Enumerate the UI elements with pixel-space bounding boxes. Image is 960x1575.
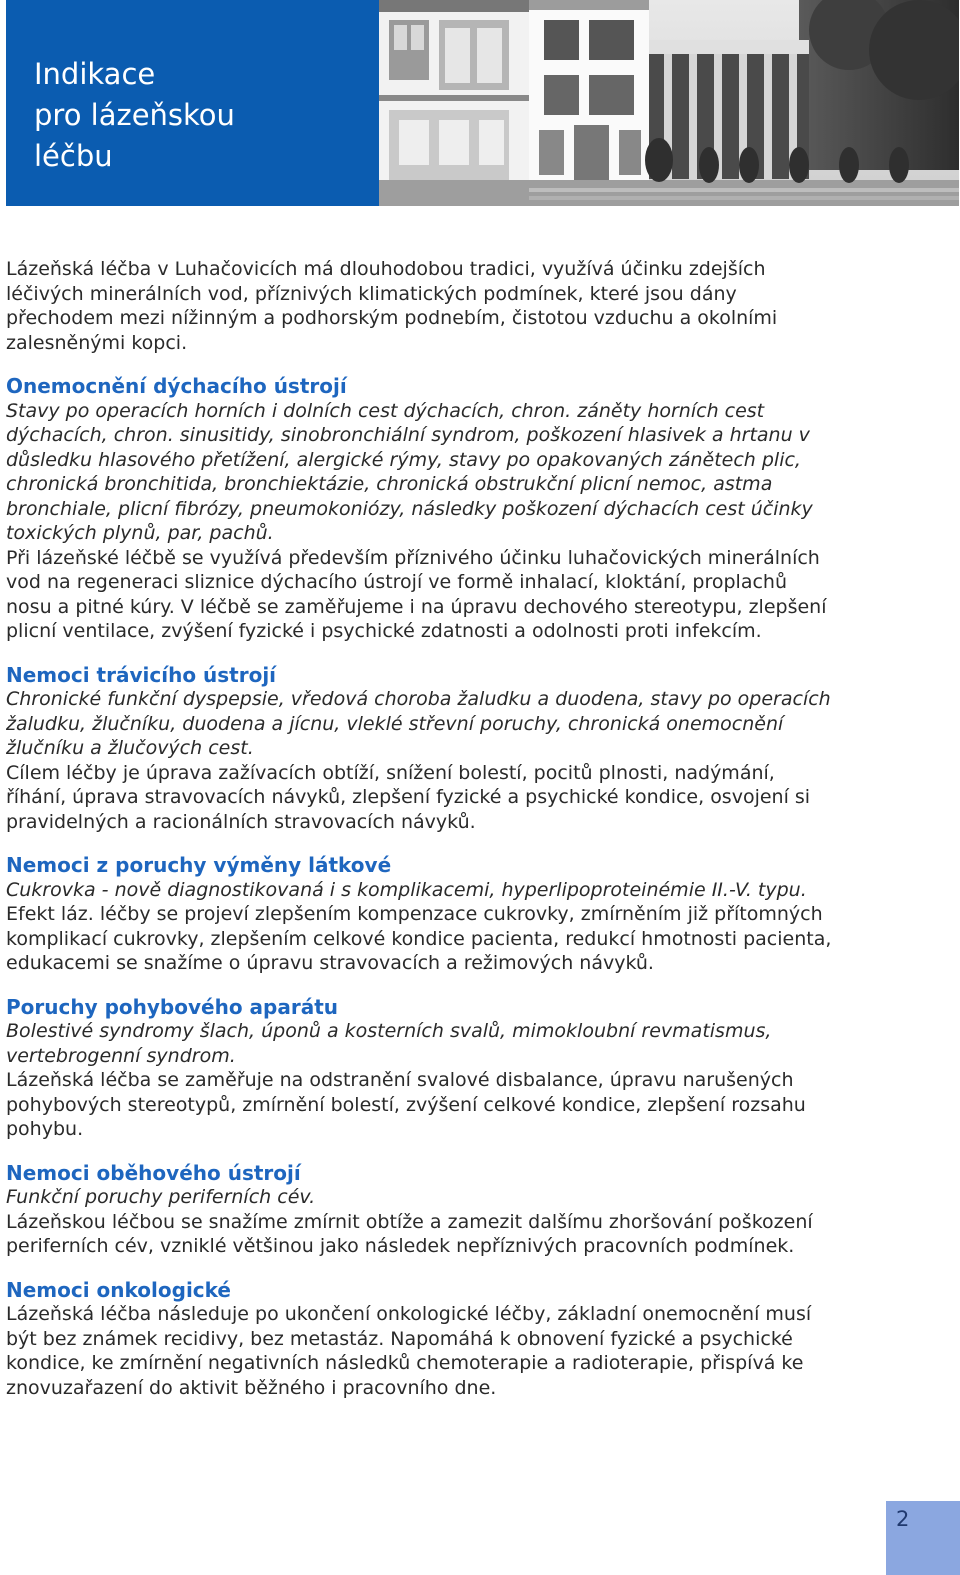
section-text: Lázeňská léčba následuje po ukončení onkologické léčby, základní onemocnění musí být bez známek recidivy, bez metastáz. Napomáhá k obnovení fyzické a psychické kondice, ke zmírnění negativních následků chemoterapie a radioterapie, přispívá ke znovuzařazení do aktivit běžného i pracovního dne.: [6, 1303, 812, 1399]
section-indications: Chronické funkční dyspepsie, vředová choroba žaludku a duodena, stavy po operacích žaludku, žlučníku, duodena a jícnu, vleklé střevní poruchy, chronická onemocnění žlučníku a žlučových cest.: [6, 688, 831, 759]
intro-paragraph: Lázeňská léčba v Luhačovicích má dlouhodobou tradici, využívá účinku zdejších léčivých minerálních vod, příznivých klimatických podmínek, které jsou dány přechodem mezi nížinným a podhorským podnebím, čistotou vzduchu a okolními zalesněnými kopci.: [6, 258, 778, 354]
section-heading: Onemocnění dýchacího ústrojí: [6, 374, 347, 398]
section-indications: Bolestivé syndromy šlach, úponů a kosterních svalů, mimokloubní revmatismus, vertebrogenní syndrom.: [6, 1020, 772, 1067]
main-content: [6, 257, 836, 1419]
section-indications: Cukrovka - nově diagnostikovaná i s komplikacemi, hyperlipoproteinémie II.-V. typu.: [6, 878, 807, 901]
title-line-2: pro lázeňskou: [34, 98, 235, 132]
title-line-3: léčbu: [34, 139, 113, 173]
section-musculoskeletal: [6, 995, 836, 1142]
section-heading: Nemoci trávicího ústrojí: [6, 662, 277, 687]
section-text: Při lázeňské léčbě se využívá především příznivého účinku luhačovických minerálních vod na regeneraci sliznice dýchacího ústrojí ve formě inhalací, kloktání, proplachů nosu a pitné kúry. V léčbě se zaměřujeme i na úpravu dechového stereotypu, zlepšení plicní ventilace, zvýšení fyzické i psychické zdatnosti a odolnosti proti infekcím.: [6, 546, 827, 642]
section-indications: Stavy po operacích horních i dolních cest dýchacích, chron. záněty horních cest dýchacích, chron. sinusitidy, sinobronchiální syndrom, poškození hlasivek a hrtanu v důsledku hlasového přetížení, alergické rýmy, stavy po opakovaných zánětech plic, chronická bronchitida, bronchiektázie, chronická obstrukční plicní nemoc, astma bronchiale, plicní fibrózy, pneumokoniózy, následky poškození dýchacích cest účinky toxických plynů, par, pachů.: [6, 399, 813, 544]
title-block: [6, 0, 379, 206]
page-header: [6, 0, 959, 206]
section-heading: Nemoci oběhového ústrojí: [6, 1160, 301, 1185]
section-text: Lázeňskou léčbou se snažíme zmírnit obtíže a zamezit dalšímu zhoršování poškození periferních cév, vzniklé většinou jako následek nepříznivých pracovních podmínek.: [6, 1210, 813, 1257]
page-number: 2: [896, 1507, 910, 1531]
title-line-1: Indikace: [34, 57, 156, 91]
section-heading: Nemoci onkologické: [6, 1277, 231, 1302]
section-text: Cílem léčby je úprava zažívacích obtíží, snížení bolestí, pocitů plnosti, nadýmání, říhání, úprava stravovacích návyků, zlepšení fyzické a psychické kondice, osvojení si pravidelných a racionálních stravovacích návyků.: [6, 761, 811, 833]
section-heading: Nemoci z poruchy výměny látkové: [6, 853, 392, 877]
section-heading: Poruchy pohybového aparátu: [6, 994, 338, 1019]
spa-building-photo: [379, 0, 959, 206]
section-circulatory: [6, 1161, 836, 1259]
section-oncology: [6, 1278, 836, 1401]
section-digestive: [6, 663, 836, 835]
page-number-box: [886, 1501, 960, 1575]
section-metabolic: [6, 853, 836, 976]
section-text: Lázeňská léčba se zaměřuje na odstranění svalové disbalance, úpravu narušených pohybových stereotypů, zmírnění bolestí, zvýšení celkové kondice, zlepšení rozsahu pohybu.: [6, 1069, 806, 1140]
section-indications: Funkční poruchy periferních cév.: [6, 1186, 316, 1208]
section-text: Efekt láz. léčby se projeví zlepšením kompenzace cukrovky, zmírněním již přítomných komplikací cukrovky, zlepšením celkové kondice pacienta, redukcí hmotnosti pacienta, edukacemi se snažíme o úpravu stravovacích a režimových návyků.: [6, 903, 832, 974]
section-respiratory: [6, 374, 836, 644]
